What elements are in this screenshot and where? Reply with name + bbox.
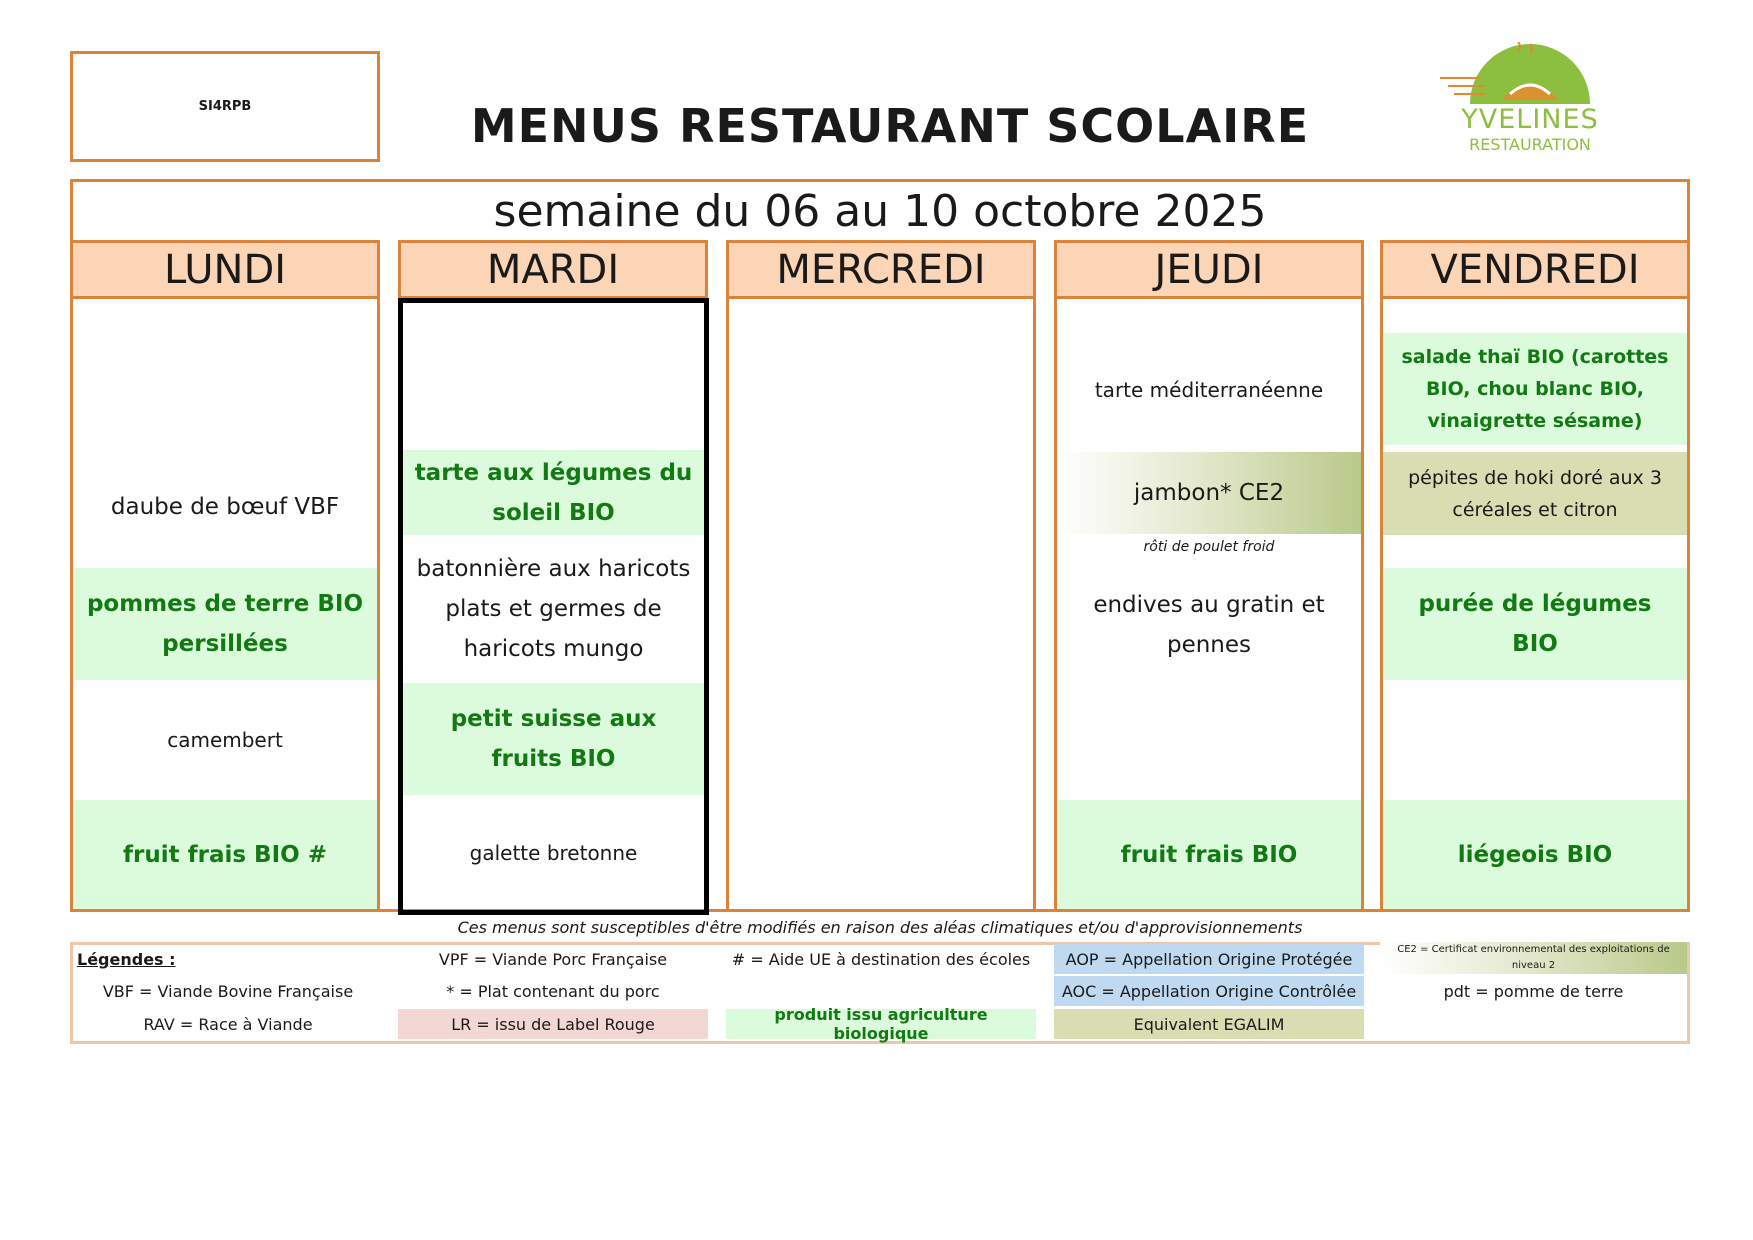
legend-egalim: Equivalent EGALIM bbox=[1054, 1009, 1364, 1039]
legend-ce2: CE2 = Certificat environnemental des exploitations de niveau 2 bbox=[1380, 942, 1687, 974]
menu-item-dessert: fruit frais BIO bbox=[1057, 800, 1361, 909]
day-header-mercredi: MERCREDI bbox=[726, 240, 1036, 299]
menu-item-side: endives au gratin et pennes bbox=[1093, 592, 1325, 658]
legend-pdt: pdt = pomme de terre bbox=[1443, 981, 1624, 1001]
logo-subtext: RESTAURATION bbox=[1469, 134, 1591, 154]
menu-item-main: jambon* CE2 bbox=[1057, 452, 1361, 534]
menu-item-starter: tarte méditerranéenne bbox=[1094, 378, 1324, 402]
menu-item-side: batonnière aux haricots plats et germes de haricots mungo bbox=[416, 556, 691, 662]
school-name: SI4RPB bbox=[198, 99, 252, 114]
legend-porc: * = Plat contenant du porc bbox=[446, 981, 660, 1001]
week-title: semaine du 06 au 10 octobre 2025 bbox=[493, 185, 1267, 237]
menu-item-dessert: fruit frais BIO # bbox=[73, 800, 377, 909]
menu-item-main: pépites de hoki doré aux 3 céréales et citron bbox=[1383, 452, 1687, 535]
legend-rav: RAV = Race à Viande bbox=[143, 1014, 313, 1034]
day-header-lundi: LUNDI bbox=[70, 240, 380, 299]
menu-item-main: daube de bœuf VBF bbox=[110, 494, 340, 520]
school-box bbox=[70, 51, 380, 162]
legend-vbf: VBF = Viande Bovine Française bbox=[102, 981, 354, 1001]
menu-item-side: pommes de terre BIO persillées bbox=[73, 568, 377, 680]
legend-lr: LR = issu de Label Rouge bbox=[398, 1009, 708, 1039]
legend-aop: AOP = Appellation Origine Protégée bbox=[1054, 944, 1364, 974]
legend-aide-ue: # = Aide UE à destination des écoles bbox=[731, 949, 1031, 969]
legend-title: Légendes : bbox=[77, 949, 176, 969]
menu-item-main: tarte aux légumes du soleil BIO bbox=[403, 450, 704, 535]
day-header-vendredi: VENDREDI bbox=[1380, 240, 1690, 299]
day-header-mardi: MARDI bbox=[398, 240, 708, 299]
menu-item-dessert: liégeois BIO bbox=[1383, 800, 1687, 909]
legend-vpf: VPF = Viande Porc Française bbox=[438, 949, 668, 969]
legend-aoc: AOC = Appellation Origine Contrôlée bbox=[1054, 976, 1364, 1006]
menu-item-dessert: galette bretonne bbox=[469, 840, 638, 865]
menu-item-alternative: rôti de poulet froid bbox=[1143, 539, 1275, 555]
day-header-jeudi: JEUDI bbox=[1054, 240, 1364, 299]
menu-item-side: purée de légumes BIO bbox=[1383, 568, 1687, 680]
logo-text: YVELINES bbox=[1461, 103, 1599, 135]
legend-bio: produit issu agriculture biologique bbox=[726, 1009, 1036, 1039]
selected-day-outline bbox=[398, 298, 709, 915]
day-column-mercredi bbox=[726, 298, 1036, 912]
page-title: MENUS RESTAURANT SCOLAIRE bbox=[470, 99, 1310, 153]
menu-item-starter: salade thaï BIO (carottes BIO, chou blanc BIO, vinaigrette sésame) bbox=[1383, 333, 1687, 445]
menu-item-cheese: camembert bbox=[167, 728, 283, 752]
menu-item-cheese: petit suisse aux fruits BIO bbox=[403, 683, 704, 795]
disclaimer: Ces menus sont susceptibles d'être modifiés en raison des aléas climatiques et/ou d'approvisionnements bbox=[457, 917, 1303, 937]
